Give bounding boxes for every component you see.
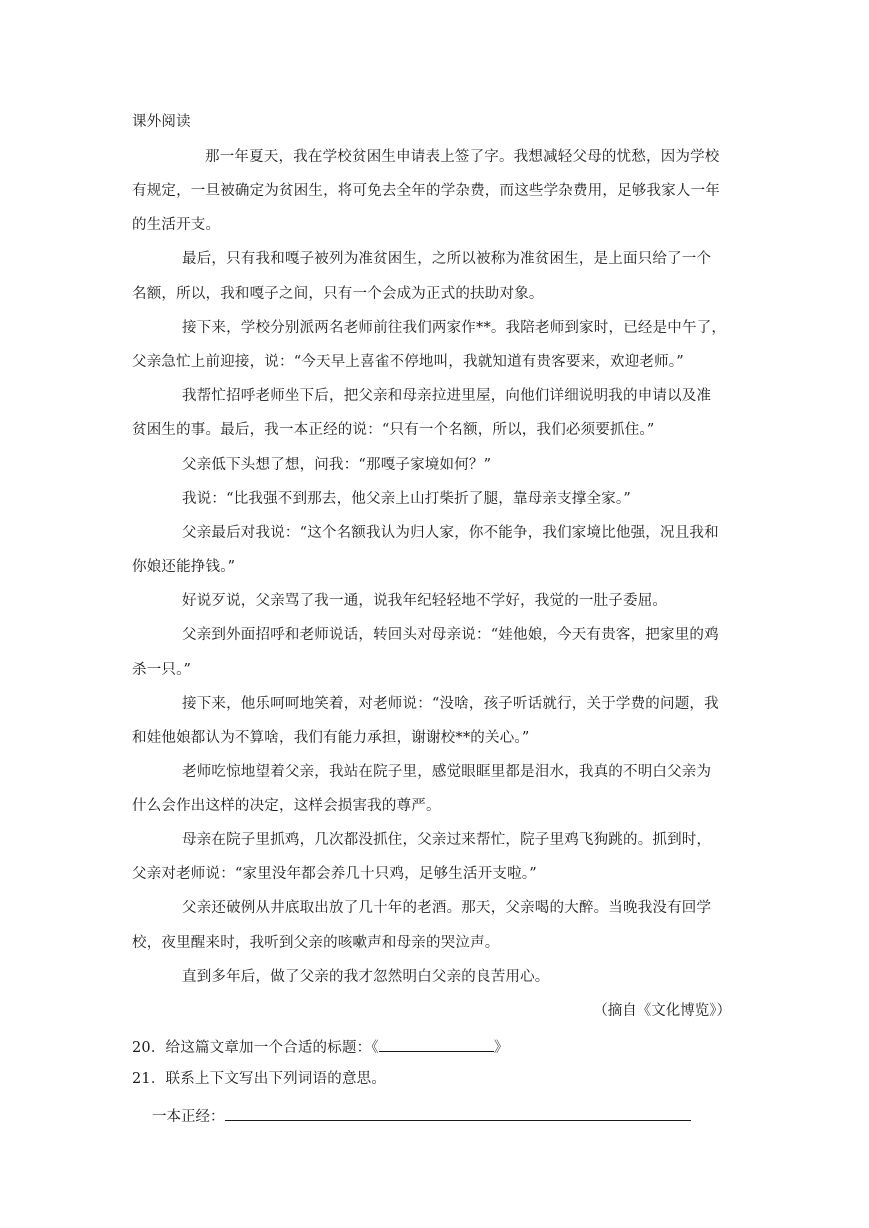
paragraph-1-line-3: 的生活开支。: [132, 217, 221, 233]
term-label: 一本正经：: [152, 1109, 225, 1125]
paragraph-7-line-1: 父亲最后对我说：“这个名额我认为归人家，你不能争，我们家境比他强，况且我和: [182, 525, 719, 541]
title-answer-blank[interactable]: [379, 1035, 494, 1052]
paragraph-12-line-2: 父亲对老师说：“家里没年都会养几十只鸡，足够生活开支啦。”: [132, 866, 537, 882]
paragraph-8-line-1: 好说歹说，父亲骂了我一通，说我年纪轻轻地不学好，我觉的一肚子委屈。: [182, 593, 668, 609]
paragraph-2-line-1: 最后，只有我和嘎子被列为准贫困生，之所以被称为准贫困生，是上面只给了一个: [182, 251, 712, 267]
paragraph-13-line-1: 父亲还破例从井底取出放了几十年的老酒。那天，父亲喝的大醉。当晚我没有回学: [182, 900, 712, 916]
paragraph-3-line-1: 接下来，学校分别派两名老师前往我们两家作**。我陪老师到家时，已经是中午了，: [182, 320, 727, 336]
paragraph-7-line-2: 你娘还能挣钱。”: [132, 559, 236, 575]
paragraph-10-line-1: 接下来，他乐呵呵地笑着，对老师说：“没啥，孩子听话就行，关于学费的问题，我: [182, 696, 719, 712]
paragraph-4-line-2: 贫困生的事。最后，我一本正经的说：“只有一个名额，所以，我们必须要抓住。”: [132, 422, 655, 438]
paragraph-13-line-2: 校，夜里醒来时，我听到父亲的咳嗽声和母亲的哭泣声。: [132, 935, 500, 951]
paragraph-11-line-1: 老师吃惊地望着父亲，我站在院子里，感觉眼眶里都是泪水，我真的不明白父亲为: [182, 764, 712, 780]
paragraph-9-line-2: 杀一只。”: [132, 662, 192, 678]
paragraph-5-line-1: 父亲低下头想了想，问我：“那嘎子家境如何？”: [182, 457, 492, 473]
paragraph-14-line-1: 直到多年后，做了父亲的我才忽然明白父亲的良苦用心。: [182, 969, 550, 985]
question-21-item: [152, 1104, 691, 1127]
paragraph-12-line-1: 母亲在院子里抓鸡，几次都没抓住，父亲过来帮忙，院子里鸡飞狗跳的。抓到时，: [182, 832, 712, 848]
paragraph-1-line-1: 那一年夏天，我在学校贫困生申请表上签了字。我想减轻父母的忧愁，因为学校: [205, 149, 720, 165]
question-20: [132, 1035, 509, 1058]
question-21: 21．联系上下文写出下列词语的意思。: [132, 1071, 387, 1087]
paragraph-10-line-2: 和娃他娘都认为不算啥，我们有能力承担，谢谢校**的关心。”: [132, 730, 530, 746]
section-title: 课外阅读: [132, 114, 191, 130]
paragraph-6-line-1: 我说：“比我强不到那去，他父亲上山打柴折了腿，靠母亲支撑全家。”: [182, 491, 631, 507]
source-note: （摘自《文化博览》）: [593, 1003, 731, 1019]
paragraph-9-line-1: 父亲到外面招呼和老师说话，转回头对母亲说：“娃他娘，今天有贵客，把家里的鸡: [182, 627, 719, 643]
paragraph-1-line-2: 有规定，一旦被确定为贫困生，将可免去全年的学杂费，而这些学杂费用，足够我家人一年: [132, 183, 720, 199]
paragraph-2-line-2: 名额，所以，我和嘎子之间，只有一个会成为正式的扶助对象。: [132, 286, 544, 302]
paragraph-3-line-2: 父亲急忙上前迎接，说：“今天早上喜雀不停地叫，我就知道有贵客要来，欢迎老师。”: [132, 354, 684, 370]
paragraph-11-line-2: 什么会作出这样的决定，这样会损害我的尊严。: [132, 798, 441, 814]
question-20-closing: 》: [493, 1040, 509, 1056]
term-answer-blank[interactable]: [225, 1104, 691, 1121]
question-20-prompt: 20．给这篇文章加一个合适的标题：《: [132, 1040, 379, 1056]
paragraph-4-line-1: 我帮忙招呼老师坐下后，把父亲和母亲拉进里屋，向他们详细说明我的申请以及准: [182, 388, 712, 404]
